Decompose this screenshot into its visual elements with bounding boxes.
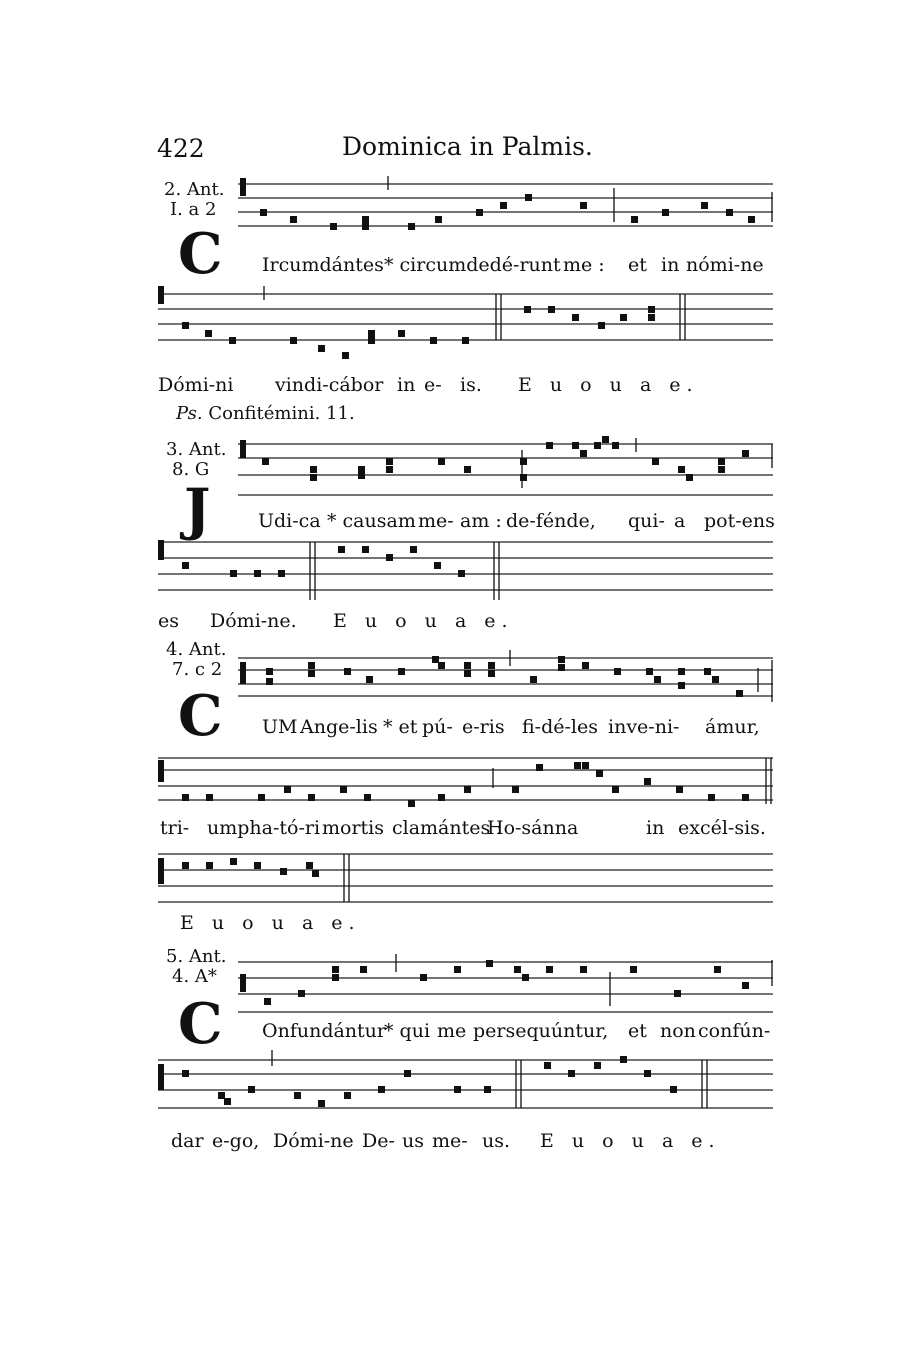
neume — [646, 668, 653, 675]
syllable: me : — [563, 254, 605, 276]
neume — [464, 466, 471, 473]
syllable: * qui — [384, 1020, 431, 1042]
neume — [686, 474, 693, 481]
syllable: qui- — [628, 510, 665, 532]
neume — [230, 858, 237, 865]
c-clef — [240, 178, 246, 196]
syllable: Ircumdántes — [262, 254, 384, 276]
neume — [704, 668, 711, 675]
syllable: in — [397, 374, 416, 396]
syllable: me — [437, 1020, 467, 1042]
syllable: * causam — [327, 510, 416, 532]
neume — [205, 330, 212, 337]
syllable: tri- — [160, 817, 190, 839]
neume-group — [266, 656, 743, 697]
neume — [434, 562, 441, 569]
staff — [238, 442, 773, 500]
syllable: excél-sis. — [678, 817, 766, 839]
neume — [332, 966, 339, 973]
neume — [344, 1092, 351, 1099]
syllable: nómi-ne — [686, 254, 764, 276]
syllable: e-go, — [212, 1130, 260, 1152]
drop-initial: J — [184, 477, 211, 543]
neume — [420, 974, 427, 981]
syllable: * et — [383, 716, 418, 738]
syllable: me- — [418, 510, 454, 532]
neume — [486, 960, 493, 967]
neume — [464, 662, 471, 669]
neume — [525, 194, 532, 201]
neume — [280, 868, 287, 875]
lyrics-line — [0, 1020, 900, 1044]
drop-initial: C — [178, 683, 223, 749]
neume — [742, 450, 749, 457]
syllable: De- — [362, 1130, 395, 1152]
syllable: me- — [432, 1130, 468, 1152]
lyrics-line — [0, 817, 900, 841]
neume — [726, 209, 733, 216]
neume — [488, 662, 495, 669]
syllable: dar — [171, 1130, 204, 1152]
syllable: et — [628, 1020, 647, 1042]
syllable: e-ris — [462, 716, 505, 738]
neume — [182, 1070, 189, 1077]
syllable: Udi-ca — [258, 510, 321, 532]
neume — [524, 306, 531, 313]
neume — [536, 764, 543, 771]
neume — [266, 668, 273, 675]
antiphon-label — [164, 180, 224, 220]
neume — [362, 216, 369, 223]
neume — [364, 794, 371, 801]
neume — [338, 546, 345, 553]
antiphon-mode: 8. G — [172, 459, 210, 480]
c-clef — [158, 760, 164, 782]
neume — [582, 762, 589, 769]
lyrics-line — [0, 1130, 900, 1154]
neume — [614, 668, 621, 675]
syllable: ámur, — [705, 716, 760, 738]
staff — [158, 540, 773, 604]
c-clef — [240, 974, 246, 992]
neume — [432, 656, 439, 663]
neume — [358, 466, 365, 473]
syllable: Dómi-ne. — [210, 610, 297, 632]
antiphon-number: 5. Ant. — [166, 946, 227, 967]
neume — [340, 786, 347, 793]
neume — [398, 668, 405, 675]
neume — [218, 1092, 225, 1099]
neume — [430, 337, 437, 344]
syllable: * circumdedé-runt — [384, 254, 561, 276]
neume — [454, 1086, 461, 1093]
neume — [522, 974, 529, 981]
syllable: E u o u a e. — [540, 1130, 721, 1152]
antiphon-number: 2. Ant. — [164, 179, 225, 200]
neume — [670, 1086, 677, 1093]
c-clef — [158, 1064, 164, 1090]
neume — [500, 202, 507, 209]
syllable: Ange-lis — [300, 716, 378, 738]
neume — [612, 442, 619, 449]
neume — [714, 966, 721, 973]
neume — [408, 800, 415, 807]
neume-group — [182, 858, 319, 877]
neume — [229, 337, 236, 344]
neume — [308, 662, 315, 669]
neume — [342, 352, 349, 359]
neume — [330, 223, 337, 230]
c-clef — [158, 858, 164, 884]
neume — [408, 223, 415, 230]
syllable: E u o u a e. — [180, 912, 361, 934]
neume — [386, 458, 393, 465]
neume — [318, 1100, 325, 1107]
neume — [404, 1070, 411, 1077]
neume — [278, 570, 285, 577]
neume — [631, 216, 638, 223]
neume — [742, 982, 749, 989]
neume — [358, 472, 365, 479]
neume — [254, 862, 261, 869]
neume — [464, 670, 471, 677]
antiphon-label — [166, 947, 226, 987]
syllable: es — [158, 610, 179, 632]
antiphon-mode: 4. A* — [172, 966, 217, 987]
syllable: UM — [262, 716, 298, 738]
antiphon-label — [166, 440, 226, 480]
neume — [410, 546, 417, 553]
syllable: in — [646, 817, 665, 839]
lyrics-line — [0, 254, 900, 278]
neume — [182, 862, 189, 869]
neume — [701, 202, 708, 209]
neume — [574, 762, 581, 769]
antiphon-label — [166, 640, 226, 680]
neume — [594, 1062, 601, 1069]
neume — [644, 778, 651, 785]
neume — [206, 862, 213, 869]
neume-group — [182, 1056, 677, 1107]
neume-group — [264, 960, 749, 1005]
syllable: mortis — [322, 817, 385, 839]
neume — [476, 209, 483, 216]
neume — [438, 794, 445, 801]
psalm-text: Confitémini. 11. — [208, 403, 355, 424]
neume — [648, 306, 655, 313]
neume — [435, 216, 442, 223]
staff — [158, 1056, 773, 1116]
neume — [572, 442, 579, 449]
neume-group — [182, 306, 655, 359]
neume — [678, 682, 685, 689]
neume — [736, 690, 743, 697]
antiphon-number: 4. Ant. — [166, 639, 227, 660]
syllable: pot-ens — [704, 510, 775, 532]
syllable: de-fénde, — [506, 510, 596, 532]
neume — [602, 436, 609, 443]
neume — [438, 458, 445, 465]
neume — [546, 966, 553, 973]
neume — [258, 794, 265, 801]
neume — [360, 966, 367, 973]
syllable: a — [674, 510, 686, 532]
neume — [312, 870, 319, 877]
neume — [368, 330, 375, 337]
neume — [230, 570, 237, 577]
neume — [620, 1056, 627, 1063]
syllable: persequúntur, — [473, 1020, 609, 1042]
neume — [580, 202, 587, 209]
neume — [678, 668, 685, 675]
syllable: e- — [424, 374, 442, 396]
neume — [362, 546, 369, 553]
neume — [366, 676, 373, 683]
lyrics-line — [0, 912, 900, 936]
syllable: Ho-sánna — [487, 817, 579, 839]
neume — [520, 458, 527, 465]
syllable: et — [628, 254, 647, 276]
neume — [594, 442, 601, 449]
neume — [558, 664, 565, 671]
psalm-reference — [176, 403, 355, 424]
neume — [308, 670, 315, 677]
neume — [294, 1092, 301, 1099]
neume — [484, 1086, 491, 1093]
neume — [676, 786, 683, 793]
neume — [182, 562, 189, 569]
neume — [648, 314, 655, 321]
neume — [458, 570, 465, 577]
neume — [182, 794, 189, 801]
neume — [308, 794, 315, 801]
neume — [378, 1086, 385, 1093]
neume — [266, 678, 273, 685]
neume — [310, 474, 317, 481]
neume — [362, 223, 369, 230]
neume — [368, 337, 375, 344]
neume — [248, 1086, 255, 1093]
neume — [386, 554, 393, 561]
neume — [598, 322, 605, 329]
neume — [514, 966, 521, 973]
neume — [344, 668, 351, 675]
neume — [748, 216, 755, 223]
c-clef — [158, 286, 164, 304]
neume — [206, 794, 213, 801]
neume — [712, 676, 719, 683]
syllable: Dómi-ne — [273, 1130, 354, 1152]
neume — [398, 330, 405, 337]
neume — [488, 670, 495, 677]
neume — [224, 1098, 231, 1105]
drop-initial: C — [178, 221, 223, 287]
neume — [182, 322, 189, 329]
staff — [158, 282, 773, 364]
neume — [582, 662, 589, 669]
drop-initial: C — [178, 991, 223, 1057]
c-clef — [240, 440, 246, 458]
syllable: Onfundántur — [262, 1020, 387, 1042]
antiphon-mode: I. a 2 — [170, 199, 217, 220]
syllable: confún- — [698, 1020, 771, 1042]
syllable: E u o u a e. — [518, 374, 699, 396]
neume — [386, 466, 393, 473]
neume — [512, 786, 519, 793]
neume — [620, 314, 627, 321]
neume — [678, 466, 685, 473]
antiphon-number: 3. Ant. — [166, 439, 227, 460]
neume-group — [182, 546, 465, 577]
syllable: us — [402, 1130, 424, 1152]
staff — [238, 656, 773, 706]
neume — [318, 345, 325, 352]
c-clef — [158, 540, 164, 560]
neume — [254, 570, 261, 577]
neume — [260, 209, 267, 216]
neume — [568, 1070, 575, 1077]
neume — [438, 662, 445, 669]
neume — [652, 458, 659, 465]
page-title: Dominica in Palmis. — [342, 132, 593, 161]
staff — [238, 960, 773, 1020]
neume — [580, 966, 587, 973]
neume — [530, 676, 537, 683]
neume — [306, 862, 313, 869]
neume — [454, 966, 461, 973]
neume — [644, 1070, 651, 1077]
neume — [290, 337, 297, 344]
neume — [708, 794, 715, 801]
neume — [264, 998, 271, 1005]
syllable: fi-dé-les — [522, 716, 598, 738]
neume — [520, 474, 527, 481]
staff — [158, 850, 773, 908]
page-number: 422 — [157, 134, 205, 163]
neume — [612, 786, 619, 793]
syllable: in — [661, 254, 680, 276]
neume — [718, 466, 725, 473]
neume — [572, 314, 579, 321]
neume — [298, 990, 305, 997]
syllable: non — [660, 1020, 696, 1042]
neume — [558, 656, 565, 663]
neume — [630, 966, 637, 973]
neume — [596, 770, 603, 777]
neume — [332, 974, 339, 981]
syllable: E u o u a e. — [333, 610, 514, 632]
neume — [262, 458, 269, 465]
neume — [662, 209, 669, 216]
neume — [654, 676, 661, 683]
neume — [580, 450, 587, 457]
syllable: pú- — [422, 716, 453, 738]
psalm-label: Ps. — [176, 403, 203, 424]
neume — [546, 442, 553, 449]
neume — [464, 786, 471, 793]
syllable: us. — [482, 1130, 511, 1152]
neume — [290, 216, 297, 223]
staff — [238, 182, 773, 240]
staff — [158, 752, 773, 810]
lyrics-line — [0, 610, 900, 634]
syllable: Dómi-ni — [158, 374, 234, 396]
syllable: vindi-cábor — [275, 374, 384, 396]
syllable: is. — [460, 374, 482, 396]
antiphon-mode: 7. c 2 — [172, 659, 223, 680]
lyrics-line — [0, 374, 900, 398]
neume — [462, 337, 469, 344]
lyrics-line — [0, 716, 900, 740]
c-clef — [240, 662, 246, 684]
lyrics-line — [0, 510, 900, 534]
neume — [284, 786, 291, 793]
syllable: umpha-tó-ri — [207, 817, 321, 839]
neume — [718, 458, 725, 465]
neume — [742, 794, 749, 801]
syllable: inve-ni- — [608, 716, 680, 738]
neume — [548, 306, 555, 313]
neume — [544, 1062, 551, 1069]
neume — [674, 990, 681, 997]
syllable: am : — [460, 510, 502, 532]
syllable: clamántes : — [392, 817, 503, 839]
neume — [310, 466, 317, 473]
